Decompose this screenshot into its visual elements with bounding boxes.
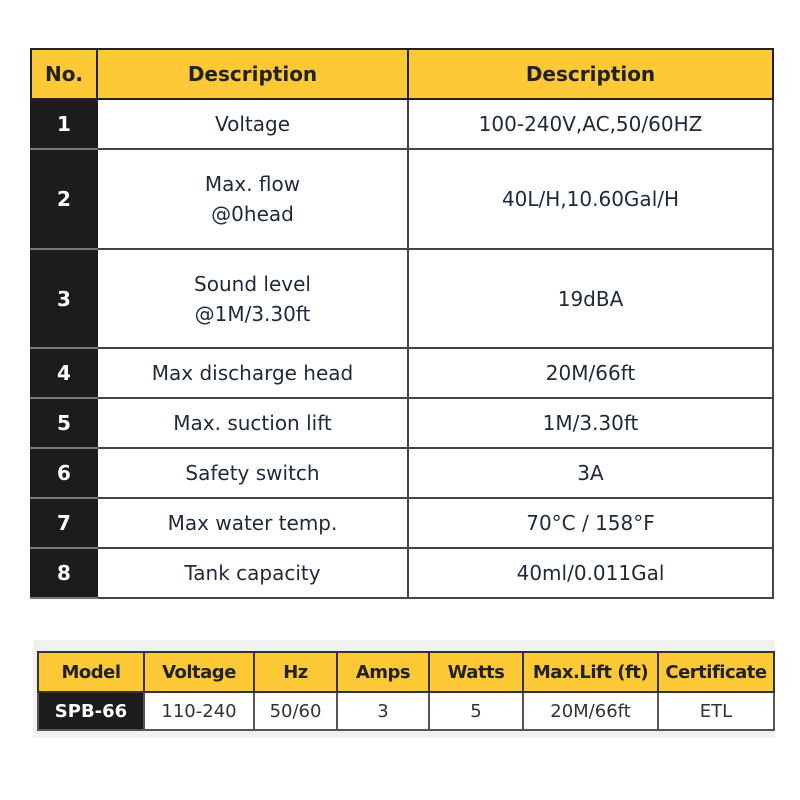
row-number: 2 (31, 149, 97, 249)
header-value: Description (408, 49, 773, 99)
certificate-cell: ETL (658, 692, 774, 730)
description-line: Tank capacity (184, 561, 321, 585)
header-row (31, 49, 773, 99)
row-value: 40ml/0.011Gal (408, 548, 773, 598)
description-line: Max. flow (204, 172, 301, 196)
row-description (97, 448, 408, 498)
header-voltage: Voltage (144, 652, 254, 692)
table-row (31, 149, 773, 249)
header-description: Description (97, 49, 408, 99)
model-row (38, 692, 774, 730)
table-row (31, 398, 773, 448)
description-line: @1M/3.30ft (194, 301, 311, 326)
header-amps: Amps (337, 652, 429, 692)
header-hz: Hz (254, 652, 337, 692)
row-value: 40L/H,10.60Gal/H (408, 149, 773, 249)
model-cell: SPB-66 (38, 692, 144, 730)
hz-cell: 50/60 (254, 692, 337, 730)
row-value: 20M/66ft (408, 348, 773, 398)
description-line: @0head (211, 202, 294, 226)
row-description (97, 548, 408, 598)
row-description (97, 498, 408, 548)
row-number: 8 (31, 548, 97, 598)
row-number: 3 (31, 249, 97, 348)
table-row (31, 249, 773, 348)
description-line: Sound level (194, 271, 311, 296)
header-max-lift: Max.Lift (ft) (523, 652, 658, 692)
model-table (37, 651, 775, 731)
row-number: 5 (31, 398, 97, 448)
description-line: Max discharge head (151, 361, 354, 385)
row-description (97, 249, 408, 348)
header-watts: Watts (429, 652, 523, 692)
table-row (31, 348, 773, 398)
watts-cell: 5 (429, 692, 523, 730)
row-value: 19dBA (408, 249, 773, 348)
row-number: 7 (31, 498, 97, 548)
description-line: Max. suction lift (173, 411, 332, 435)
description-line: Safety switch (185, 461, 320, 485)
specification-table (30, 48, 774, 599)
max-lift-cell: 20M/66ft (523, 692, 658, 730)
row-number: 6 (31, 448, 97, 498)
table-row (31, 448, 773, 498)
row-value: 70°C / 158°F (408, 498, 773, 548)
header-certificate: Certificate (658, 652, 774, 692)
header-no: No. (31, 49, 97, 99)
row-description (97, 398, 408, 448)
amps-cell: 3 (337, 692, 429, 730)
model-header-row (38, 652, 774, 692)
row-number: 4 (31, 348, 97, 398)
description-line: Voltage (214, 112, 291, 136)
row-description (97, 99, 408, 149)
table-row (31, 498, 773, 548)
row-value: 3A (408, 448, 773, 498)
row-description (97, 149, 408, 249)
row-value: 100-240V,AC,50/60HZ (408, 99, 773, 149)
description-line: Max water temp. (167, 511, 338, 535)
voltage-cell: 110-240 (144, 692, 254, 730)
header-model: Model (38, 652, 144, 692)
table-row (31, 99, 773, 149)
table-row (31, 548, 773, 598)
row-number: 1 (31, 99, 97, 149)
row-value: 1M/3.30ft (408, 398, 773, 448)
row-description (97, 348, 408, 398)
